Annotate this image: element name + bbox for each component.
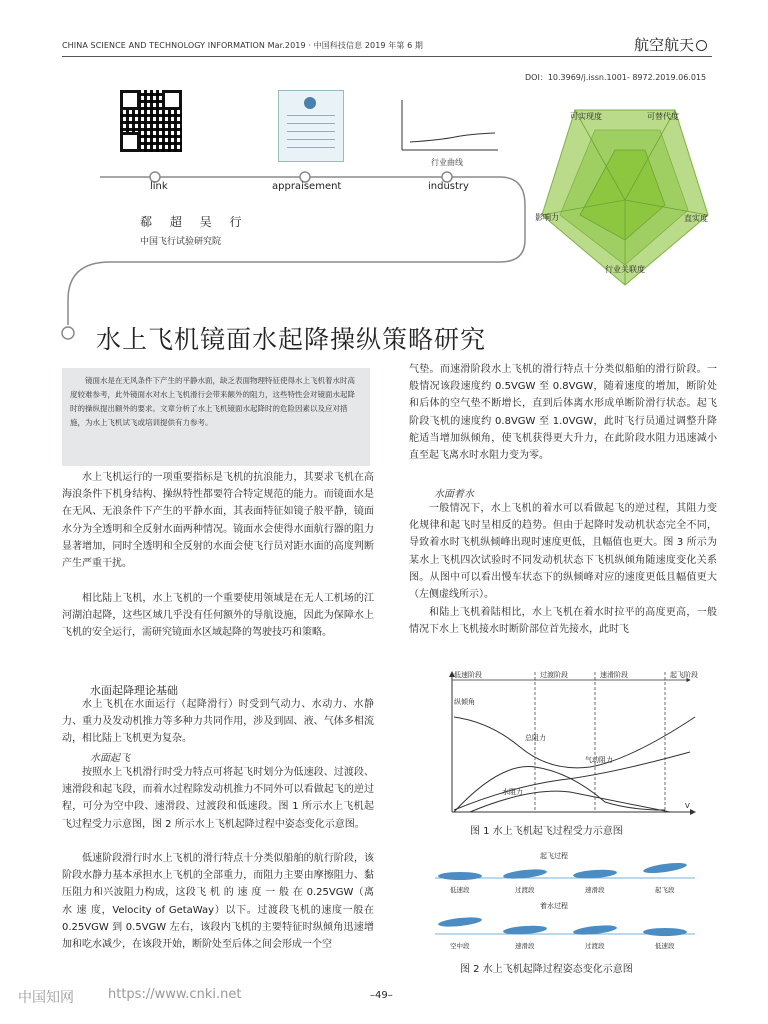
page-number: –49– <box>370 990 393 1001</box>
fig1-label-aero: 气动阻力 <box>585 756 613 764</box>
left-paragraph-5: 低速阶段滑行时水上飞机的滑行特点十分类似船舶的航行阶段，该阶段水静力基本承担水上飞机的全部重力，而阻力主要由摩擦阻力、黏压阻力和兴波阻力构成，这段飞 机 的 速 度 一 般 在 0.25VGW（离 水 速 度，Velocity of GetaWay）以下。过渡段飞机的速度一般在 0.25VGW 到 0.5VGW 左右，该段内飞机的主要特征时纵倾角迅速增加和吃水减少，在该段开始，断阶处至后体之间会形成一个空 <box>62 853 374 951</box>
section-label: 航空航天 <box>634 36 695 54</box>
left-paragraph-1: 水上飞机运行的一项重要指标是飞机的抗浪能力，其要求飞机在高海浪条件下机身结构、操纵特性都要符合特定规范的能力。而镜面水是在无风、无浪条件下产生的平静水面，其表面特征如镜子般平静，镜面水分为全透明和全反射水面两种情况。镜面水会使得水面航行器的阻力显著增加，同时全透明和全反射的水面会使飞行员对距水面的高度判断产生严重干扰。 <box>62 472 374 570</box>
fig2-takeoff-stage-0: 低速段 <box>450 886 470 894</box>
appraisement-label: appraisement <box>272 181 342 192</box>
right-paragraph-3: 和陆上飞机着陆相比，水上飞机在着水时拉平的高度更高，一般情况下水上飞机接水时断阶部位首先接水，此时飞 <box>409 607 717 636</box>
radar-label-3: 行业关联度 <box>605 265 645 274</box>
fig1-stage-1: 过渡阶段 <box>540 671 568 679</box>
right-paragraph-2: 一般情况下，水上飞机的着水可以看做起飞的逆过程，其阻力变化规律和起飞时呈相反的趋势。但由于起降时发动机状态完全不同，导致着水时飞机纵倾峰出现时速度更低，且幅值也更大。图 3 所示为某水上飞机四次试验时不同发动机状态下飞机纵倾角随速度变化关系图。从图中可以看出慢车状态下的纵倾峰对应的速度更低且幅值更大（左侧虚线所示）。 <box>409 503 717 601</box>
article-title: 水上飞机镜面水起降操纵策略研究 <box>96 325 487 354</box>
fig2-takeoff-stage-3: 起飞段 <box>655 886 675 894</box>
link-label: link <box>150 181 168 192</box>
left-paragraph-2: 相比陆上飞机，水上飞机的一个重要使用领域是在无人工机场的江河湖泊起降，这些区域几乎没有任何额外的导航设施，因此为保障水上飞机的安全运行，需研究镜面水区域起降的驾驶技巧和策略。 <box>62 593 374 639</box>
fig2-landing-title: 着水过程 <box>540 902 568 910</box>
fig2-takeoff-title: 起飞过程 <box>540 852 568 860</box>
industry-curve-chart <box>400 100 500 155</box>
journal-header: CHINA SCIENCE AND TECHNOLOGY INFORMATION Mar.2019 · 中国科技信息 2019 年第 6 期 <box>62 41 424 50</box>
cnki-logo: 中国知网 <box>18 990 74 1006</box>
radar-label-4: 影响力 <box>535 213 559 222</box>
fig2-landing-stage-0: 空中段 <box>450 942 470 950</box>
left-paragraph-3: 水上飞机在水面运行（起降滑行）时受到气动力、水动力、水静力、重力及发动机推力等多种力共同作用，涉及到固、液、气体多相流动，相比陆上飞机更为复杂。 <box>62 699 374 745</box>
industry-curve-caption: 行业曲线 <box>431 158 463 167</box>
figure-1-caption: 图 1 水上飞机起飞过程受力示意图 <box>470 826 623 837</box>
radar-label-1: 可替代度 <box>647 112 679 121</box>
fig1-stage-2: 速滑阶段 <box>600 671 628 679</box>
radar-chart <box>530 105 720 290</box>
figure-1-chart <box>440 662 705 820</box>
doi: DOI：10.3969/j.issn.1001- 8972.2019.06.015 <box>525 73 707 82</box>
qr-code-image <box>120 90 182 152</box>
figure-2-caption: 图 2 水上飞机起降过程姿态变化示意图 <box>460 964 633 975</box>
industry-label: industry <box>428 181 469 192</box>
cnki-url[interactable]: https://www.cnki.net <box>108 987 242 1002</box>
radar-label-0: 可实现度 <box>570 112 602 121</box>
abstract-text: 镜面水是在无风条件下产生的平静水面，缺乏表面物理特征使得水上飞机着水时高度较难参考，此外镜面水对水上飞机滑行会带来额外的阻力，这些特性会对镜面水起降时的操纵提出额外的要求。文章分析了水上飞机镜面水起降时的危险因素以及应对措施，为水上飞机试飞或培训提供有力参考。 <box>70 376 355 427</box>
fig1-label-pitch: 纵倾角 <box>454 698 475 706</box>
fig2-takeoff-stage-2: 速滑段 <box>585 886 605 894</box>
radar-label-2: 直实度 <box>684 214 708 223</box>
subheading-takeoff: 水面起飞 <box>90 753 130 764</box>
affiliation: 中国飞行试验研究院 <box>140 237 222 247</box>
fig2-landing-stage-1: 速滑段 <box>515 942 535 950</box>
certificate-image <box>278 90 344 162</box>
subheading-landing: 水面着水 <box>434 489 474 500</box>
fig2-landing-stage-3: 低速段 <box>655 942 675 950</box>
fig1-stage-0: 低速阶段 <box>454 671 482 679</box>
authors: 郗 超 吴 行 <box>140 215 249 229</box>
fig1-label-water: 水阻力 <box>502 788 523 796</box>
figure-2-diagram <box>430 846 700 954</box>
fig1-label-total: 总阻力 <box>525 734 546 742</box>
right-paragraph-1: 气垫。而速滑阶段水上飞机的滑行特点十分类似船舶的滑行阶段。一般情况该段速度约 0.5VGW 至 0.8VGW，随着速度的增加，断阶处和后体的空气垫不断增长，直到后体离水形成单断阶滑行状态。起飞阶段飞机的速度约 0.8VGW 至 1.0VGW，此时飞行员通过调整升降舵适当增加纵倾角，使飞机获得更大升力，在此阶段水阻力迅速减小直至起飞离水时水阻力变为零。 <box>409 364 717 462</box>
fig2-landing-stage-2: 过渡段 <box>585 942 605 950</box>
left-paragraph-4: 按照水上飞机滑行时受力特点可将起飞时划分为低速段、过渡段、速滑段和起飞段，而着水过程除发动机推力不同外可以看做起飞的逆过程，可分为空中段、速滑段、过渡段和低速段。图 1 所示水上飞机起飞过程受力示意图，图 2 所示水上飞机起降过程中姿态变化示意图。 <box>62 767 374 830</box>
fig1-stage-3: 起飞阶段 <box>670 671 698 679</box>
fig1-axis-v: V <box>685 802 690 810</box>
section-heading-theory: 水面起降理论基础 <box>90 684 178 697</box>
fig2-takeoff-stage-1: 过渡段 <box>515 886 535 894</box>
